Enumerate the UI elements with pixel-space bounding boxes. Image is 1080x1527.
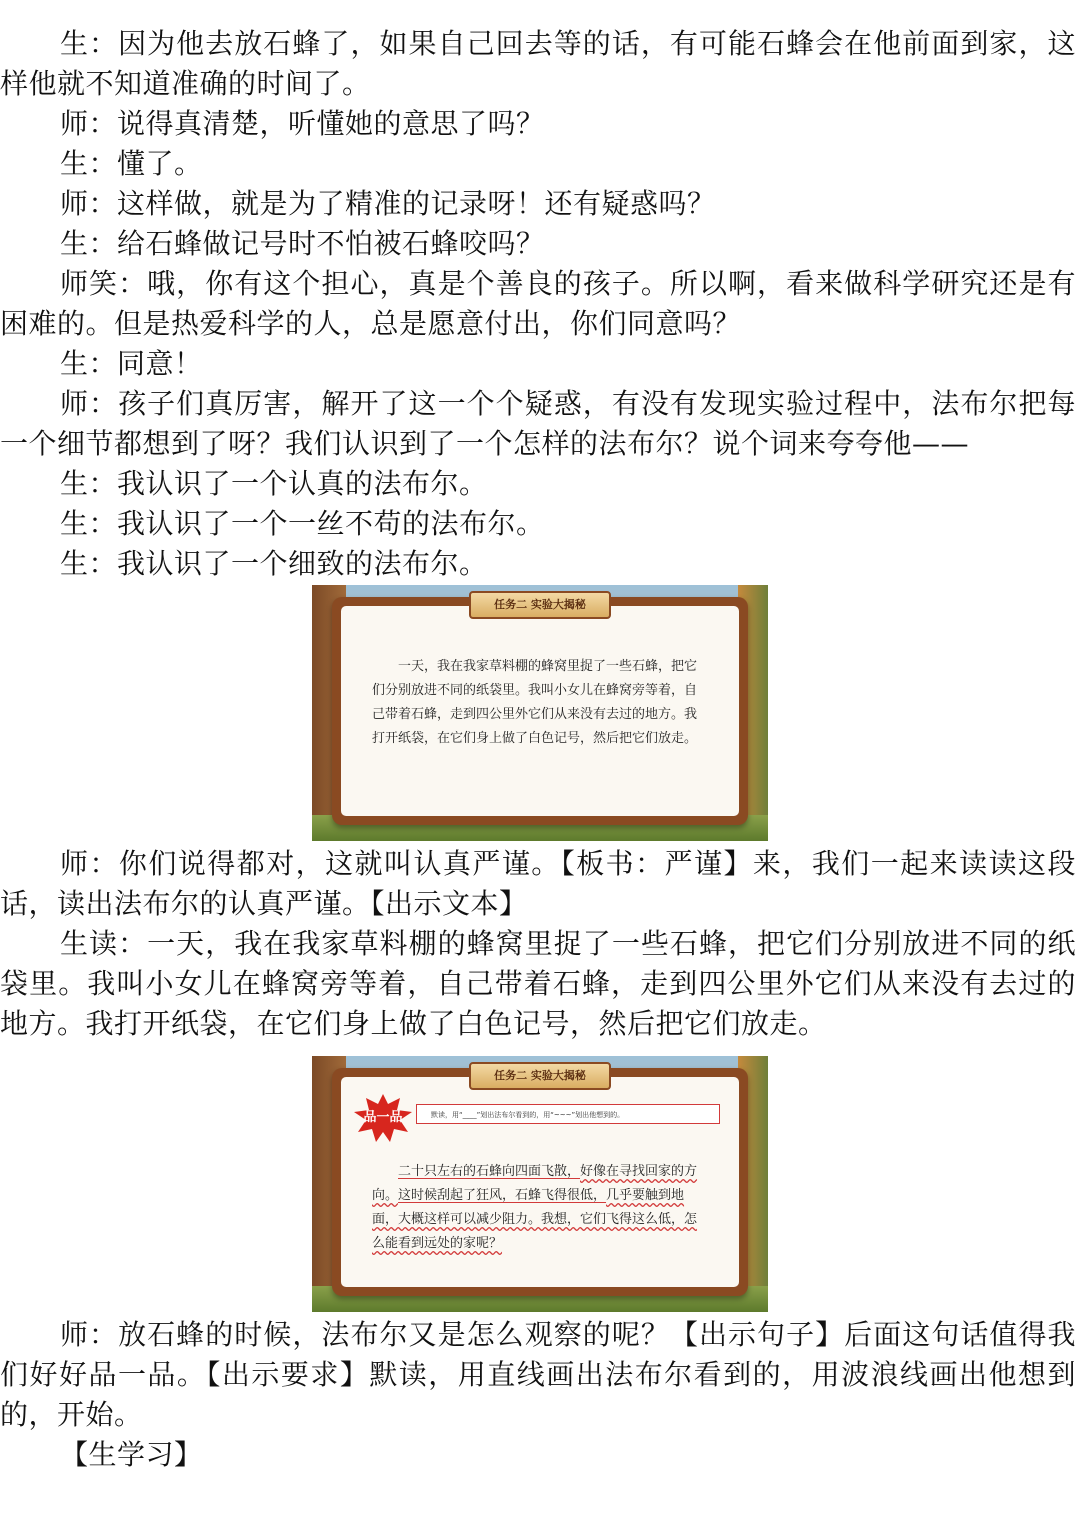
- paragraph: 【生学习】: [60, 1438, 203, 1471]
- paragraph: 师：孩子们真厉害，解开了这一个个疑惑，有没有发现实验过程中，法布尔把每一个细节都想到了呀？我们认识到了一个怎样的法布尔？说个词来夸夸他——: [0, 387, 1076, 460]
- badge-label: 品一品: [363, 1110, 403, 1125]
- thought-text: 几乎要触到地面，大概这样可以减少阻力。我想，它们飞得这么低，怎么能看到远处的家呢？: [372, 1188, 698, 1251]
- seen-text: 二十只左右的石蜂向四面飞散，: [398, 1164, 581, 1179]
- slide-banner: 任务二 实验大揭秘: [469, 1062, 611, 1090]
- paragraph: 师笑：哦，你有这个担心，真是个善良的孩子。所以啊，看来做科学研究还是有困难的。但是热爱科学的人，总是愿意付出，你们同意吗？: [0, 267, 1076, 340]
- instruction-box: 默读，用“____”划出法布尔看到的，用“~~~”划出他想到的。: [416, 1104, 720, 1124]
- slide-image-sentence: [312, 1056, 768, 1312]
- seen-text: 这时候刮起了狂风，石蜂飞得很低，: [398, 1188, 607, 1203]
- paragraph: 师：放石蜂的时候，法布尔又是怎么观察的呢？【出示句子】后面这句话值得我们好好品一品。【出示要求】默读，用直线画出法布尔看到的，用波浪线画出他想到的，开始。: [0, 1318, 1076, 1431]
- paragraph: 生：同意！: [60, 347, 203, 380]
- slide-text: 一天，我在我家草料棚的蜂窝里捉了一些石蜂，把它们分别放进不同的纸袋里。我叫小女儿在蜂窝旁等着，自己带着石蜂，走到四公里外它们从来没有去过的地方。我打开纸袋，在它们身上做了白色记号，然后把它们放走。: [372, 659, 698, 746]
- slide-banner: 任务二 实验大揭秘: [469, 591, 611, 619]
- paragraph: 生：因为他去放石蜂了，如果自己回去等的话，有可能石蜂会在他前面到家，这样他就不知道准确的时间了。: [0, 27, 1076, 100]
- wooden-board: [332, 1068, 748, 1296]
- paragraph: 师：说得真清楚，听懂她的意思了吗？: [60, 107, 545, 140]
- paragraph: 生：给石蜂做记号时不怕被石蜂咬吗？: [60, 227, 545, 260]
- paragraph: 师：你们说得都对，这就叫认真严谨。【板书：严谨】来，我们一起来读读这段话，读出法布尔的认真严谨。【出示文本】: [0, 847, 1076, 920]
- paragraph: 生：我认识了一个细致的法布尔。: [60, 547, 488, 580]
- paragraph: 师：这样做，就是为了精准的记录呀！还有疑惑吗？: [60, 187, 716, 220]
- wooden-board: [332, 597, 748, 825]
- burst-badge: [354, 1094, 412, 1142]
- paragraph: 生读：一天，我在我家草料棚的蜂窝里捉了一些石蜂，把它们分别放进不同的纸袋里。我叫小女儿在蜂窝旁等着，自己带着石蜂，走到四公里外它们从来没有去过的地方。我打开纸袋，在它们身上做了白色记号，然后把它们放走。: [0, 927, 1076, 1040]
- slide-image-text: [312, 585, 768, 841]
- thought-text: 好像在寻找回家的方向。: [372, 1164, 698, 1203]
- paragraph: 生：我认识了一个一丝不苟的法布尔。: [60, 507, 545, 540]
- paragraph: 生：懂了。: [60, 147, 203, 180]
- paragraph: 生：我认识了一个认真的法布尔。: [60, 467, 488, 500]
- slide-sentence: [372, 1160, 704, 1256]
